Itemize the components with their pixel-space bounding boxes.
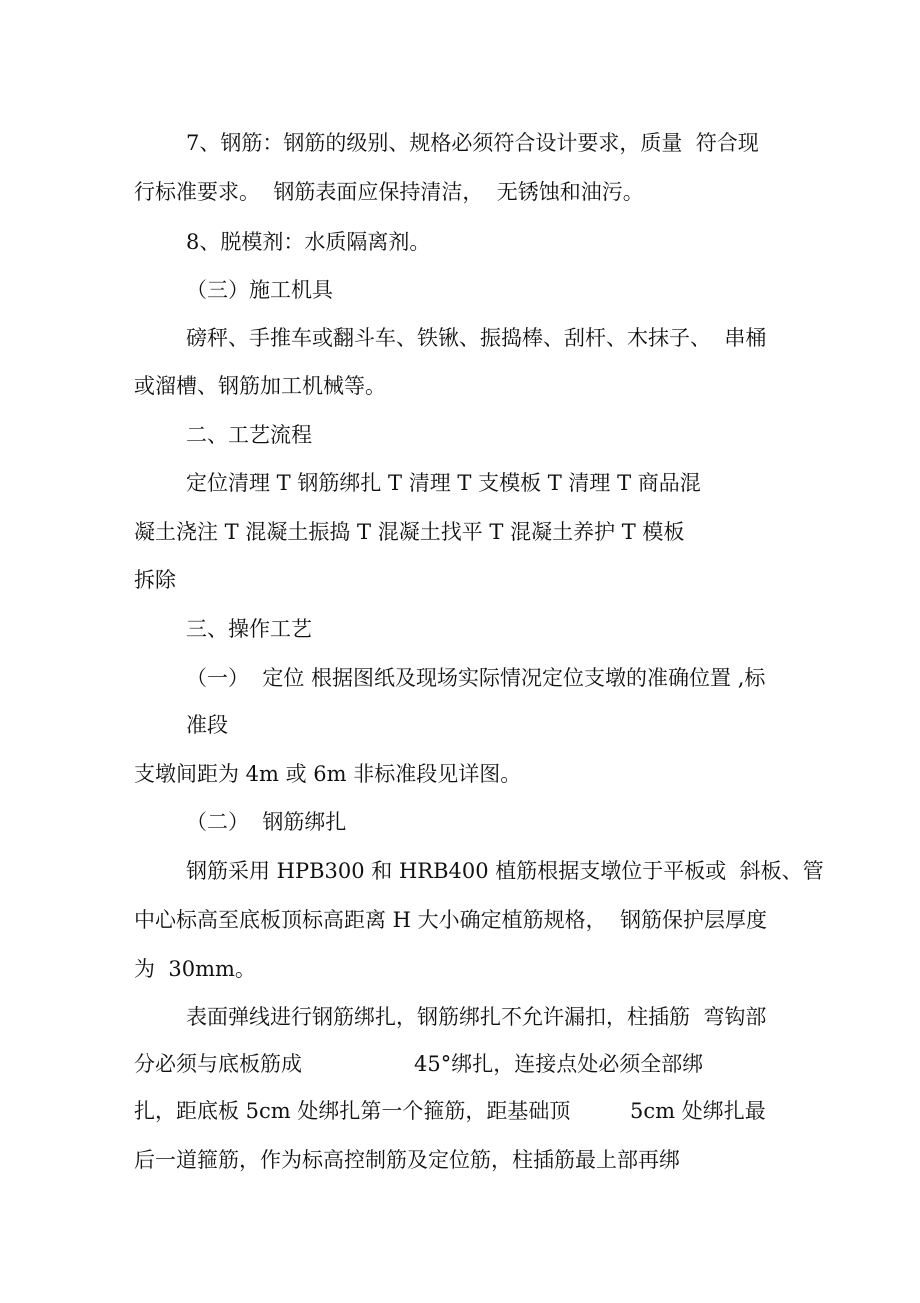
text-line: 行标准要求。 钢筋表面应保持清洁， 无锈蚀和油污。 [134, 180, 644, 204]
text-line: 表面弹线进行钢筋绑扎，钢筋绑扎不允许漏扣，柱插筋 弯钩部 [186, 1005, 767, 1029]
section-heading: 二、工艺流程 [186, 423, 312, 447]
text-line: 磅秤、手推车或翻斗车、铁锹、振捣棒、刮杆、木抹子、 串桶 [186, 326, 767, 350]
section-heading: （三）施工机具 [186, 278, 333, 302]
text-line: 定位清理 T 钢筋绑扎 T 清理 T 支模板 T 清理 T 商品混 [186, 471, 701, 495]
text-line: 8、脱模剂：水质隔离剂。 [186, 230, 431, 254]
text-line: 凝土浇注 T 混凝土振捣 T 混凝土找平 T 混凝土养护 T 模板 [134, 520, 685, 544]
text-line: 中心标高至底板顶标高距离 H 大小确定植筋规格， 钢筋保护层厚度 [134, 908, 768, 932]
section-heading: 三、操作工艺 [186, 617, 312, 641]
text-line-fragment: 5cm 处绑扎最 [630, 1099, 766, 1123]
text-line: 分必须与底板筋成 [134, 1052, 302, 1076]
text-line-fragment: 45°绑扎，连接点处必须全部绑 [414, 1052, 704, 1076]
text-line: 准段 [186, 713, 228, 737]
text-line: （一） 定位 根据图纸及现场实际情况定位支墩的准确位置 ,标 [186, 666, 766, 690]
text-line: 或溜槽、钢筋加工机械等。 [134, 374, 386, 398]
text-line: 7、钢筋：钢筋的级别、规格必须符合设计要求，质量 符合现 [186, 131, 759, 155]
text-line: 支墩间距为 4m 或 6m 非标准段见详图。 [134, 762, 522, 786]
text-line: 拆除 [134, 568, 176, 592]
text-line: 扎，距底板 5cm 处绑扎第一个箍筋，距基础顶 [134, 1099, 571, 1123]
text-line: 为 30mm。 [134, 957, 256, 981]
text-line: 后一道箍筋，作为标高控制筋及定位筋，柱插筋最上部再绑 [134, 1148, 680, 1172]
section-heading: （二） 钢筋绑扎 [186, 810, 347, 834]
text-line: 钢筋采用 HPB300 和 HRB400 植筋根据支墩位于平板或 斜板、管 [186, 859, 824, 883]
